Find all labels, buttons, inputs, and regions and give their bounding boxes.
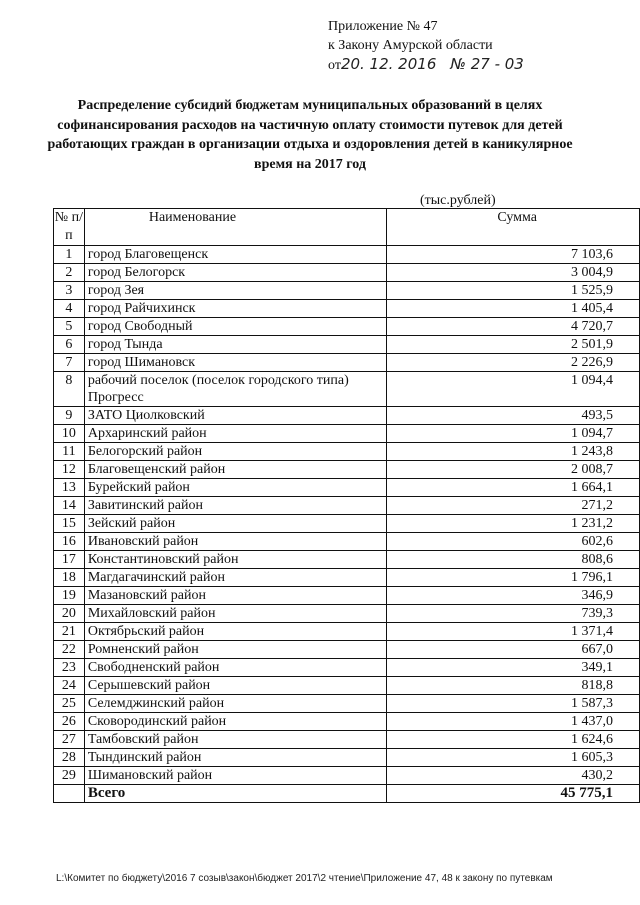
row-name: ЗАТО Циолковский [84, 407, 387, 425]
row-name: город Зея [84, 282, 387, 300]
row-number: 1 [54, 246, 85, 264]
table-row [54, 264, 640, 282]
row-sum: 739,3 [387, 605, 640, 623]
row-name: Благовещенский район [84, 461, 387, 479]
row-number: 28 [54, 749, 85, 767]
subsidy-table [53, 208, 640, 803]
table-row [54, 336, 640, 354]
row-name: Ивановский район [84, 533, 387, 551]
row-name: Белогорский район [84, 443, 387, 461]
row-sum: 349,1 [387, 659, 640, 677]
appendix-header [328, 17, 524, 75]
table-row [54, 407, 640, 425]
table-row [54, 551, 640, 569]
table-row [54, 497, 640, 515]
handwritten-date: 20. 12. 2016 [340, 55, 437, 73]
total-row [54, 785, 640, 803]
row-sum: 1 405,4 [387, 300, 640, 318]
row-name: Константиновский район [84, 551, 387, 569]
row-sum: 3 004,9 [387, 264, 640, 282]
row-number: 18 [54, 569, 85, 587]
row-sum: 818,8 [387, 677, 640, 695]
row-number: 26 [54, 713, 85, 731]
row-number: 5 [54, 318, 85, 336]
row-number: 16 [54, 533, 85, 551]
row-name: город Белогорск [84, 264, 387, 282]
appendix-date-line [328, 55, 524, 75]
row-name: Свободненский район [84, 659, 387, 677]
row-sum: 1 605,3 [387, 749, 640, 767]
row-sum: 271,2 [387, 497, 640, 515]
table-row [54, 731, 640, 749]
table-row [54, 713, 640, 731]
file-path-footer: L:\Комитет по бюджету\2016 7 созыв\закон\бюджет 2017\2 чтение\Приложение 47, 48 к закону по путевкам [56, 873, 553, 884]
header-sum: Сумма [387, 209, 640, 246]
row-sum: 2 226,9 [387, 354, 640, 372]
row-name: город Райчихинск [84, 300, 387, 318]
row-name: рабочий поселок (поселок городского типа) Прогресс [84, 372, 387, 407]
row-sum: 1 664,1 [387, 479, 640, 497]
table-row [54, 318, 640, 336]
total-label: Всего [84, 785, 387, 803]
table-row [54, 300, 640, 318]
row-name: Сковородинский район [84, 713, 387, 731]
row-name: Зейский район [84, 515, 387, 533]
table-row [54, 282, 640, 300]
document-title: Распределение субсидий бюджетам муниципальных образований в целях софинансирования расходов на частичную оплату стоимости путевок для детей работающих граждан в организации отдыха и оздоровления детей в каникулярное время на 2017 год [47, 98, 573, 172]
row-number: 7 [54, 354, 85, 372]
row-name: Шимановский район [84, 767, 387, 785]
appendix-law: к Закону Амурской области [328, 38, 493, 53]
row-sum: 1 437,0 [387, 713, 640, 731]
table-row [54, 533, 640, 551]
row-number: 11 [54, 443, 85, 461]
table-row [54, 605, 640, 623]
table-row [54, 479, 640, 497]
header-name: Наименование [84, 209, 387, 246]
table-row [54, 677, 640, 695]
row-sum: 493,5 [387, 407, 640, 425]
row-sum: 1 796,1 [387, 569, 640, 587]
table-row [54, 372, 640, 407]
row-sum: 7 103,6 [387, 246, 640, 264]
row-number: 6 [54, 336, 85, 354]
row-number: 15 [54, 515, 85, 533]
row-name: Михайловский район [84, 605, 387, 623]
row-sum: 1 525,9 [387, 282, 640, 300]
row-sum: 1 094,7 [387, 425, 640, 443]
row-name: Серышевский район [84, 677, 387, 695]
row-sum: 4 720,7 [387, 318, 640, 336]
table-row [54, 569, 640, 587]
row-sum: 1 243,8 [387, 443, 640, 461]
row-sum: 808,6 [387, 551, 640, 569]
row-number: 24 [54, 677, 85, 695]
table-row [54, 443, 640, 461]
row-number: 3 [54, 282, 85, 300]
row-sum: 2 501,9 [387, 336, 640, 354]
row-number: 9 [54, 407, 85, 425]
row-number: 21 [54, 623, 85, 641]
row-name: город Благовещенск [84, 246, 387, 264]
row-number: 29 [54, 767, 85, 785]
row-sum: 2 008,7 [387, 461, 640, 479]
row-number: 22 [54, 641, 85, 659]
row-name: город Тында [84, 336, 387, 354]
row-name: Октябрьский район [84, 623, 387, 641]
row-sum: 1 371,4 [387, 623, 640, 641]
table-row [54, 659, 640, 677]
table-row [54, 515, 640, 533]
handwritten-law-number: № 27 - 03 [450, 55, 524, 73]
row-number: 13 [54, 479, 85, 497]
row-number: 27 [54, 731, 85, 749]
table-row [54, 461, 640, 479]
row-name: Бурейский район [84, 479, 387, 497]
table-row [54, 767, 640, 785]
table-row [54, 587, 640, 605]
row-name: Тамбовский район [84, 731, 387, 749]
row-number: 10 [54, 425, 85, 443]
row-number: 2 [54, 264, 85, 282]
row-number: 23 [54, 659, 85, 677]
row-number: 25 [54, 695, 85, 713]
row-name: Ромненский район [84, 641, 387, 659]
row-number: 8 [54, 372, 85, 407]
row-sum: 1 587,3 [387, 695, 640, 713]
table-row [54, 425, 640, 443]
table-row [54, 749, 640, 767]
row-number: 4 [54, 300, 85, 318]
table-row [54, 246, 640, 264]
row-name: город Свободный [84, 318, 387, 336]
row-name: Архаринский район [84, 425, 387, 443]
row-number: 20 [54, 605, 85, 623]
row-name: Магдагачинский район [84, 569, 387, 587]
row-sum: 430,2 [387, 767, 640, 785]
table-row [54, 354, 640, 372]
appendix-number: Приложение № 47 [328, 19, 438, 34]
total-sum: 45 775,1 [387, 785, 640, 803]
row-number: 12 [54, 461, 85, 479]
row-sum: 667,0 [387, 641, 640, 659]
row-name: Мазановский район [84, 587, 387, 605]
row-name: город Шимановск [84, 354, 387, 372]
row-sum: 1 231,2 [387, 515, 640, 533]
row-sum: 1 624,6 [387, 731, 640, 749]
table-row [54, 641, 640, 659]
row-sum: 1 094,4 [387, 372, 640, 407]
table-row [54, 623, 640, 641]
total-num-cell [54, 785, 85, 803]
row-number: 19 [54, 587, 85, 605]
table-row [54, 695, 640, 713]
table-header-row [54, 209, 640, 246]
row-number: 17 [54, 551, 85, 569]
row-name: Завитинский район [84, 497, 387, 515]
header-num: № п/п [54, 209, 85, 246]
row-name: Селемджинский район [84, 695, 387, 713]
row-number: 14 [54, 497, 85, 515]
row-sum: 602,6 [387, 533, 640, 551]
row-name: Тындинский район [84, 749, 387, 767]
unit-label: (тыс.рублей) [420, 193, 496, 208]
date-prefix: от [328, 58, 341, 73]
row-sum: 346,9 [387, 587, 640, 605]
